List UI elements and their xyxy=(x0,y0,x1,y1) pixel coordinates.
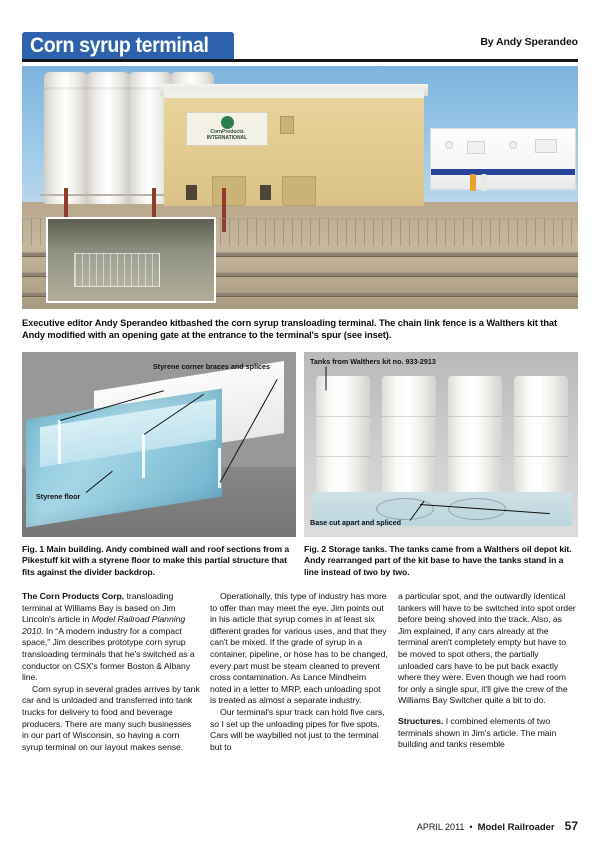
blue-stripe xyxy=(431,169,575,175)
tank xyxy=(44,72,88,204)
byline: By Andy Sperandeo xyxy=(480,36,578,48)
storage-tank xyxy=(382,376,436,498)
trailer-porthole xyxy=(509,141,517,149)
paragraph-text: transloading terminal at Williams Bay is based on Jim Lincoln's article in xyxy=(22,591,176,625)
article-title-banner xyxy=(22,32,234,59)
magazine-name: Model Railroader xyxy=(477,822,555,833)
page-title: Corn syrup terminal xyxy=(30,33,209,57)
storage-tank xyxy=(316,376,370,498)
trailer-window xyxy=(535,139,557,153)
tank-seam xyxy=(514,416,568,417)
main-photo xyxy=(22,66,578,309)
tank-seam xyxy=(316,416,370,417)
figure-1-caption xyxy=(22,544,296,578)
tank-row xyxy=(316,376,568,498)
sign-line-2: INTERNATIONAL xyxy=(206,134,248,141)
tank-seam xyxy=(448,416,502,417)
trailer-porthole xyxy=(445,141,453,149)
corn-products-logo-icon xyxy=(221,116,234,129)
tank xyxy=(86,72,130,204)
building-upper-window xyxy=(280,116,294,134)
paragraph-text: . In “A modern industry for a compact space,” Jim describes prototype corn syrup transloading terminals that he's switched as a conductor on CSX's former Boston & Albany line. xyxy=(22,625,195,683)
building-window xyxy=(260,185,271,200)
storage-tank xyxy=(448,376,502,498)
white-structure xyxy=(430,128,576,190)
figure-people xyxy=(470,174,487,191)
body-column-3 xyxy=(398,591,576,753)
figure-2-photo xyxy=(304,352,578,537)
body-column-2 xyxy=(210,591,388,753)
figure-1-photo xyxy=(22,352,296,537)
main-building xyxy=(164,90,424,206)
figure-2-caption-text: The tanks came from a Walthers oil depot kit. Andy rearranged part of the kit base to have the tanks stand in a line instead of two by two. xyxy=(304,543,572,577)
figure-1-caption-bold: Fig. 1 Main building. xyxy=(22,543,104,554)
tank-seam xyxy=(382,416,436,417)
tank-seam xyxy=(316,456,370,457)
figure-2-caption xyxy=(304,544,578,578)
person-figure xyxy=(470,174,476,191)
lead-in-text: The Corn Products Corp. xyxy=(22,591,125,602)
footer-separator: • xyxy=(469,822,473,832)
figure-1-caption-text: Andy combined wall and roof sections from a Pikestuff kit with a styrene floor to make this partial structure that fits against the divider backdrop. xyxy=(22,543,290,577)
tank-seam xyxy=(514,456,568,457)
main-photo-caption: Executive editor Andy Sperandeo kitbashed the corn syrup transloading terminal. The chain link fence is a Walthers kit that Andy modified with an opening gate at the entrance to the terminal's spur (see inset). xyxy=(22,318,558,341)
storage-tank xyxy=(514,376,568,498)
header-divider xyxy=(22,59,578,62)
page-number: 57 xyxy=(564,819,578,833)
issue-date: APRIL 2011 xyxy=(416,822,465,832)
tank-seam xyxy=(382,456,436,457)
paragraph-text: I combined elements of two terminals shown in Jim's article. The main building and tanks resemble xyxy=(398,715,557,750)
paragraph: Corn syrup in several grades arrives by tank car and is unloaded and transferred into tank trucks for delivery to food and beverage producers. There are many such businesses in our part of Wisconsin, so having a corn syrup terminal on our layout makes sense. xyxy=(22,683,200,752)
base-pad xyxy=(376,498,434,520)
sign-line-1: CornProducts xyxy=(210,129,244,135)
paragraph: a particular spot, and the outwardly identical tankers will have to be switched into spot order before being shoved into the track. Also, as Jim explained, if any cars already at the terminal aren't completely empty but have to be moved to spot others, the partially unloaded cars have to be put back exactly where they were. Even though we had room for only a single spur, it'll give the crew of the Williams Bay Switcher quite a bit to do. xyxy=(398,591,576,706)
trailer-window xyxy=(467,141,485,154)
corn-products-sign xyxy=(186,112,268,146)
building-door xyxy=(212,176,246,206)
figure-1 xyxy=(22,352,296,537)
figure-2-caption-bold: Fig. 2 Storage tanks. xyxy=(304,543,387,554)
figure-2 xyxy=(304,352,578,537)
figure2-label-tanks: Tanks from Walthers kit no. 933-2913 xyxy=(310,356,436,366)
building-door xyxy=(282,176,316,206)
paragraph: Our terminal's spur track can hold five cars, so I set up the unloading pipes for five spots. Cars will be waybilled not just to the terminal but to xyxy=(210,706,385,752)
body-column-1 xyxy=(22,591,200,753)
figure-captions xyxy=(22,544,578,578)
book-title: Model Railroad Planning 2010 xyxy=(22,614,186,636)
magazine-page xyxy=(0,32,600,843)
subhead-structures: Structures. xyxy=(398,715,444,726)
corner-brace xyxy=(58,420,61,464)
building-window xyxy=(186,185,197,200)
figures-row xyxy=(22,352,578,537)
page-header xyxy=(22,32,578,62)
inset-photo xyxy=(46,217,216,303)
page-footer xyxy=(417,819,578,833)
person-figure xyxy=(481,174,487,191)
corner-brace xyxy=(142,434,145,478)
paragraph: Operationally, this type of industry has more to offer than may meet the eye. Jim points out in his article that syrup comes in at least six different grades for various uses, and that they can't be mixed. If the grade of syrup in a container, pipeline, or hose has to be changed, every part must be steam cleaned to prevent cross contamination. As Lance Mindheim noted in a letter to MRP, each unloading spot is treated as almost a separate industry. xyxy=(210,591,388,706)
paragraph xyxy=(22,591,200,684)
paragraph xyxy=(398,716,576,751)
figure1-label-floor: Styrene floor xyxy=(36,491,81,501)
figure1-label-braces: Styrene corner braces and splices xyxy=(153,361,271,371)
figure2-label-base: Base cut apart and spliced xyxy=(310,517,402,527)
inset-gate-detail xyxy=(74,253,160,287)
article-body xyxy=(22,591,578,753)
leader-line xyxy=(326,366,327,390)
tank-seam xyxy=(448,456,502,457)
